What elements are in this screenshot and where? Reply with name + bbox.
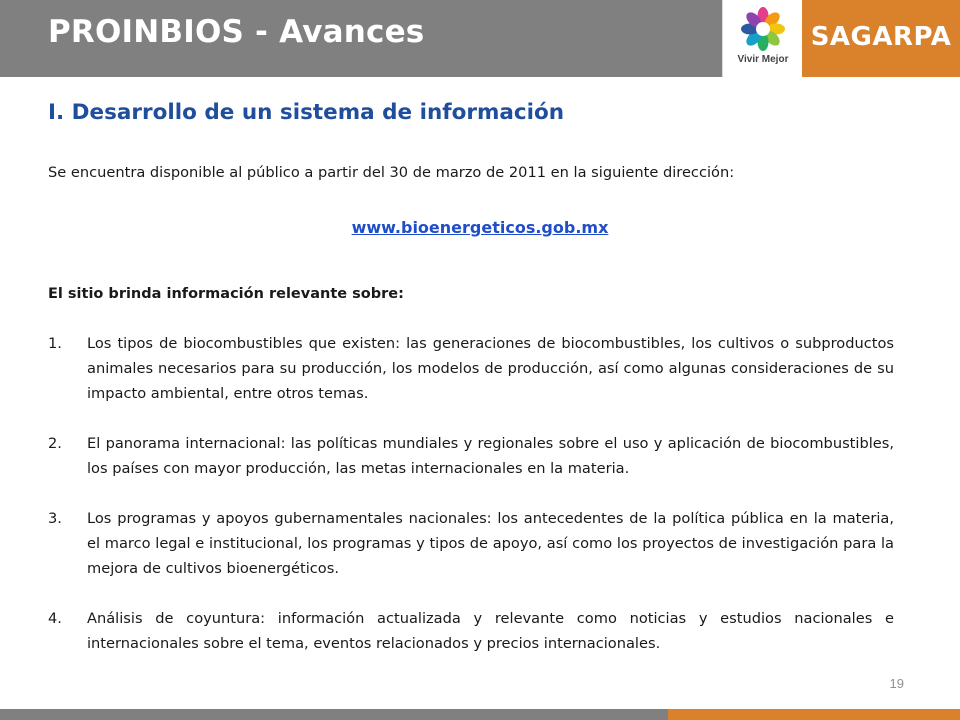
item-text: El panorama internacional: las políticas mundiales y regionales sobre el uso y aplicación de biocombustibles, los países con mayor producción, las metas internacionales en la materia. [87, 435, 894, 477]
flower-logo-icon [740, 6, 786, 52]
slide-title: PROINBIOS - Avances [48, 14, 425, 50]
intro-text: Se encuentra disponible al público a partir del 30 de marzo de 2011 en la siguiente dirección: [48, 164, 735, 181]
item-text: Los tipos de biocombustibles que existen: las generaciones de biocombustibles, los cultivos o subproductos animales necesarios para su producción, los modelos de producción, así como algunas consideraciones de su impacto ambiental, entre otros temas. [87, 335, 894, 402]
vivir-mejor-logo [722, 0, 802, 77]
list-item [48, 431, 894, 481]
item-number: 4. [48, 610, 62, 627]
item-text: Análisis de coyuntura: información actualizada y relevante como noticias y estudios nacionales e internacionales sobre el tema, eventos relacionados y precios internacionales. [87, 610, 894, 652]
website-link[interactable]: www.bioenergeticos.gob.mx [351, 218, 609, 237]
footer-bar-orange [668, 709, 960, 720]
item-number: 3. [48, 510, 62, 527]
logo-caption: Vivir Mejor [737, 54, 789, 65]
topic-list [48, 331, 894, 681]
header-bar [0, 0, 722, 77]
list-item [48, 506, 894, 581]
item-text: Los programas y apoyos gubernamentales nacionales: los antecedentes de la política pública en la materia, el marco legal e institucional, los programas y tipos de apoyo, así como los proyectos de investigación para la mejora de cultivos bioenergéticos. [87, 510, 894, 577]
item-number: 1. [48, 335, 62, 352]
footer-bar-grey [0, 709, 668, 720]
list-item [48, 331, 894, 406]
list-item [48, 606, 894, 656]
page-number: 19 [889, 676, 904, 691]
sagarpa-brand [802, 0, 960, 77]
section-title: I. Desarrollo de un sistema de información [48, 100, 565, 125]
item-number: 2. [48, 435, 62, 452]
brand-name: SAGARPA [810, 22, 952, 52]
list-subheading: El sitio brinda información relevante sobre: [48, 286, 404, 302]
